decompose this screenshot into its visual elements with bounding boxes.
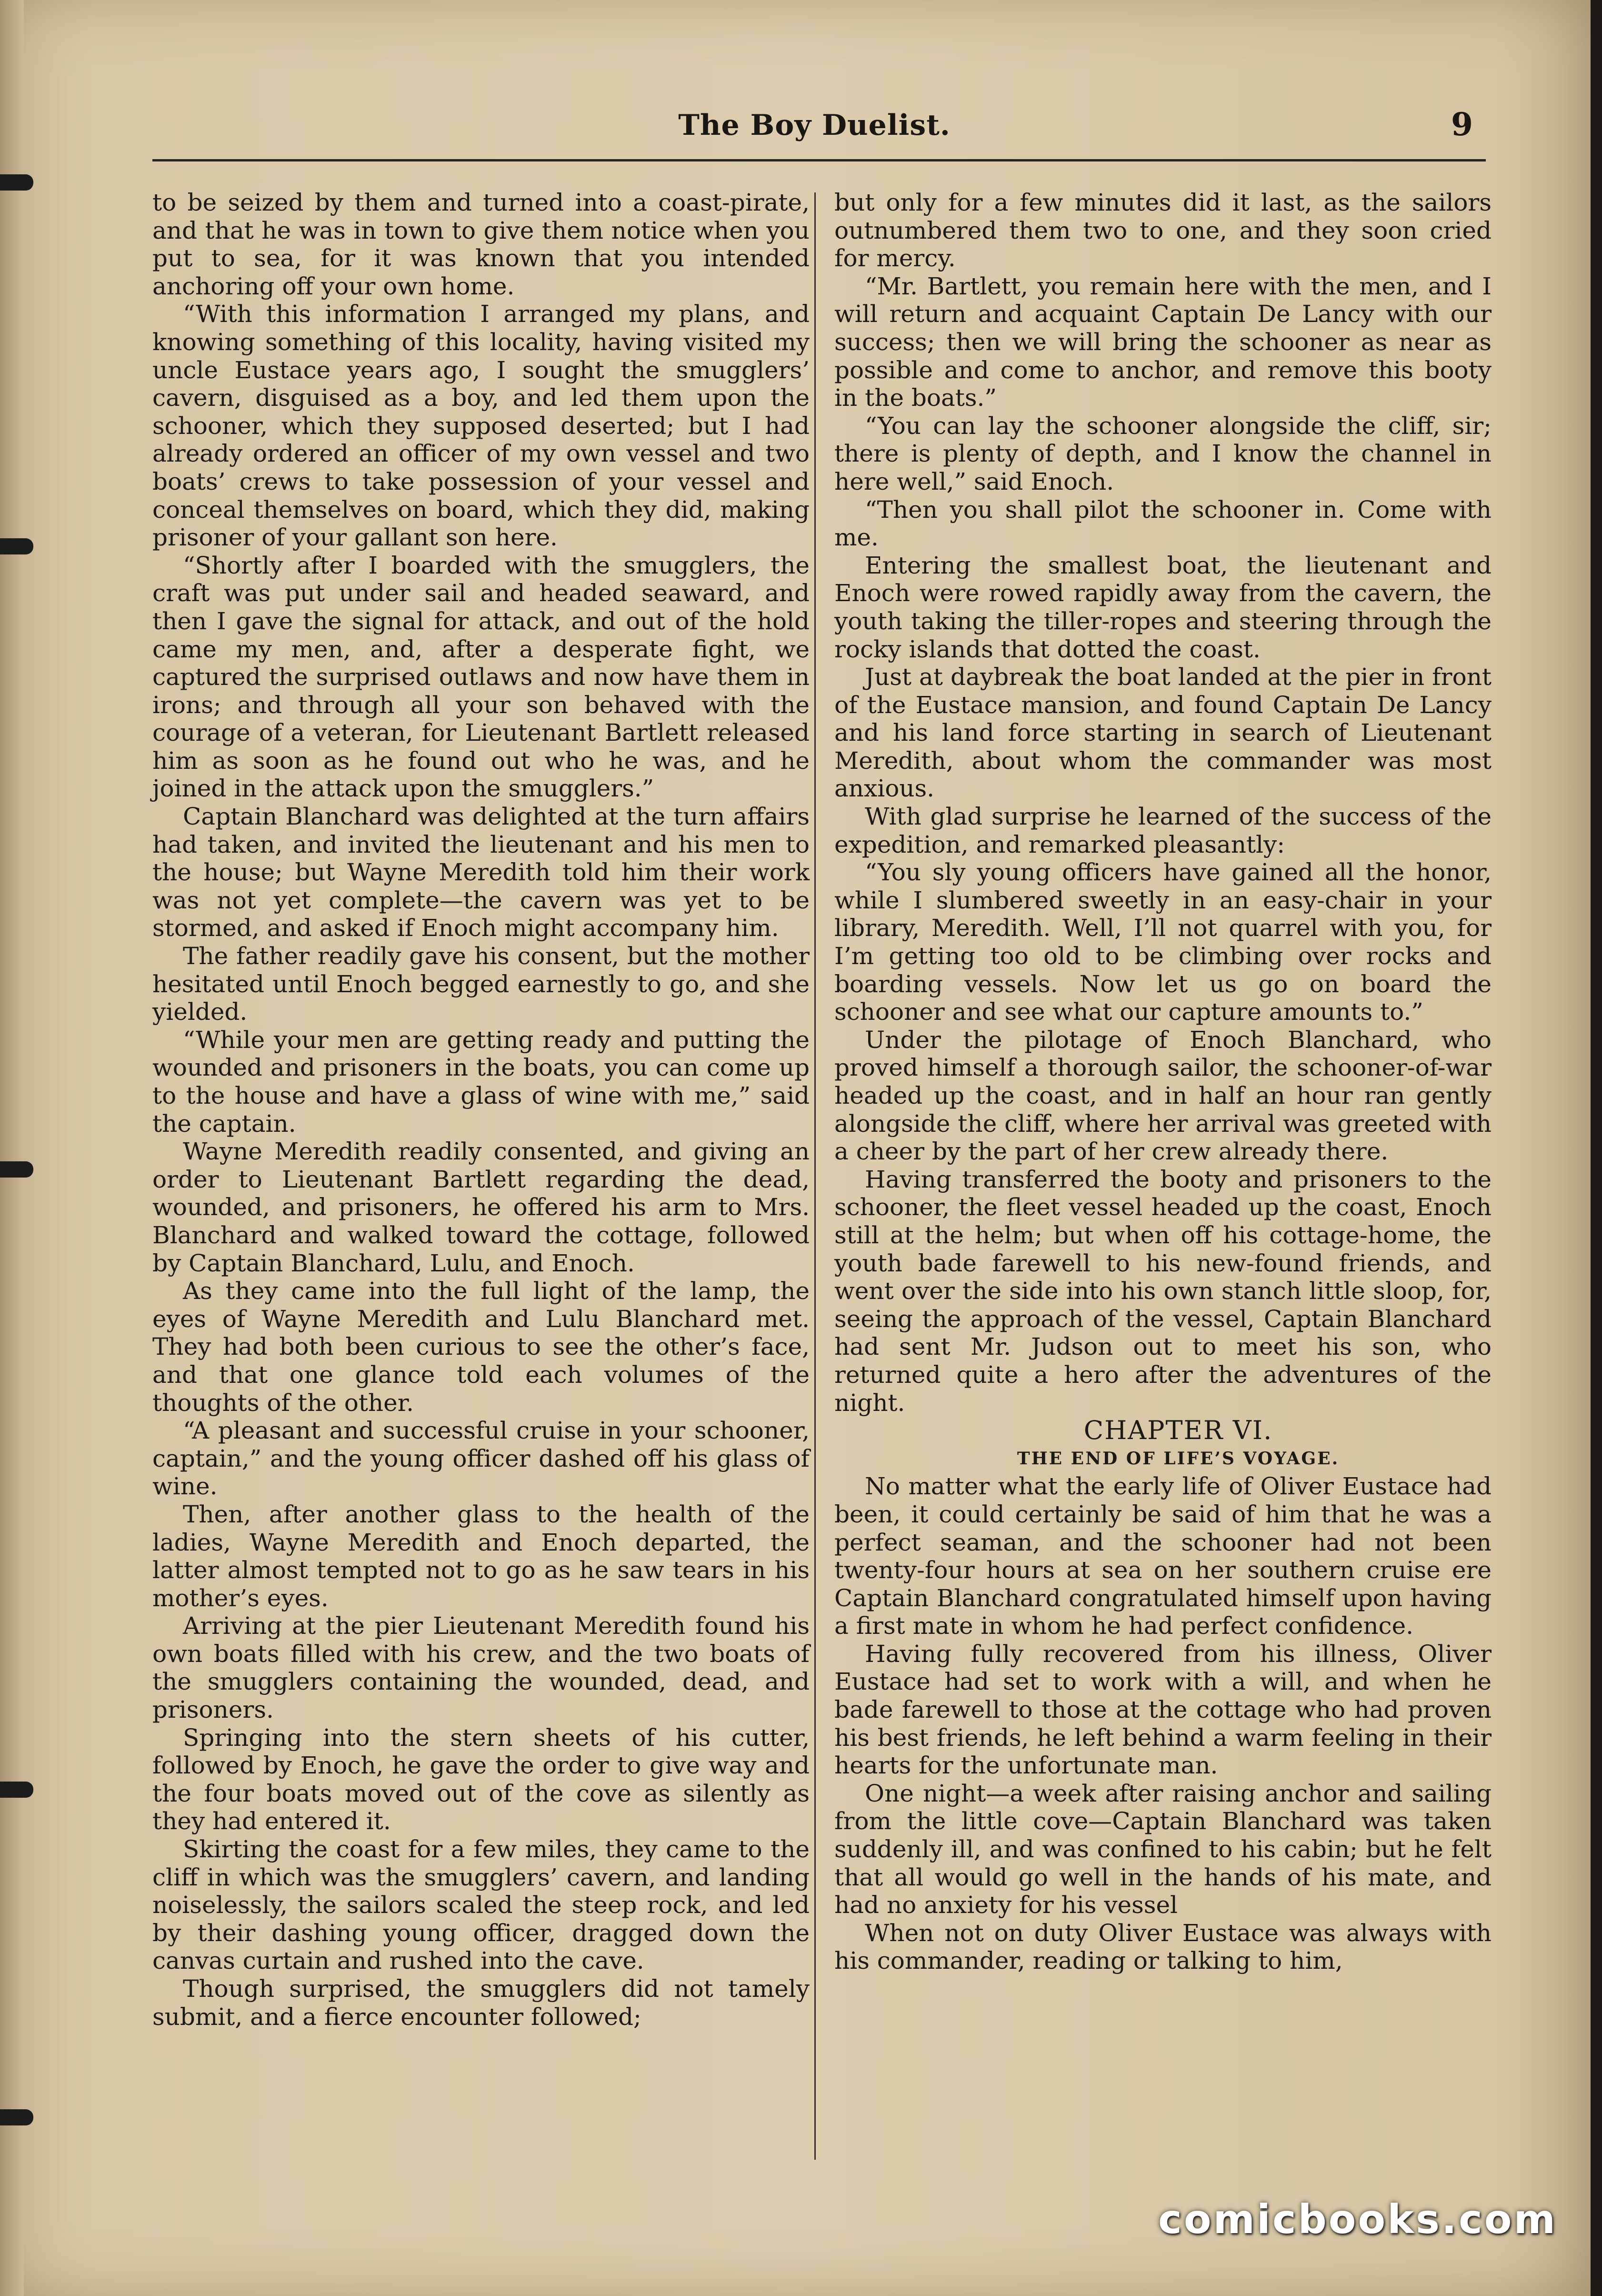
paragraph: When not on duty Oliver Eustace was always with his commander, reading or talking to him, (834, 1919, 1492, 1975)
page-number: 9 (1451, 106, 1473, 143)
paragraph: The father readily gave his consent, but the mother hesitated until Enoch begged earnestly to go, and she yielded. (152, 942, 810, 1026)
paragraph: to be seized by them and turned into a coast-pirate, and that he was in town to give them notice when you put to sea, for it was known that you intended anchoring off your own home. (152, 189, 810, 300)
binding-spine (0, 0, 24, 2296)
paragraph: Then, after another glass to the health of the ladies, Wayne Meredith and Enoch departed, the latter almost tempted not to go as he saw tears in his mother’s eyes. (152, 1500, 810, 1612)
paragraph: Captain Blanchard was delighted at the turn affairs had taken, and invited the lieutenant and his men to the house; but Wayne Meredith told him their work was not yet complete—the cavern was yet to be stormed, and asked if Enoch might accompany him. (152, 803, 810, 942)
page-edge-shadow (1591, 0, 1602, 2296)
paragraph: “Shortly after I boarded with the smugglers, the craft was put under sail and headed seaward, and then I gave the signal for attack, and out of the hold came my men, and, after a desperate fight, we captured the surprised outlaws and now have them in irons; and through all your son behaved with the courage of a veteran, for Lieutenant Bartlett released him as soon as he found out who he was, and he joined in the attack upon the smugglers.” (152, 551, 810, 803)
paragraph: No matter what the early life of Oliver Eustace had been, it could certainly be said of him that he was a perfect seaman, and the schooner had not been twenty-four hours at sea on her southern cruise ere Captain Blanchard congratulated himself upon having a first mate in whom he had perfect confidence. (834, 1472, 1492, 1640)
paragraph: “Then you shall pilot the schooner in. Come with me. (834, 495, 1492, 552)
right-text-column (834, 189, 1492, 1975)
paragraph: Springing into the stern sheets of his cutter, followed by Enoch, he gave the order to give way and the four boats moved out of the cove as silently as they had entered it. (152, 1723, 810, 1835)
paragraph: but only for a few minutes did it last, as the sailors outnumbered them two to one, and they soon cried for mercy. (834, 189, 1492, 272)
staple-mark (0, 538, 33, 554)
paragraph: “Mr. Bartlett, you remain here with the men, and I will return and acquaint Captain De Lancy with our success; then we will bring the schooner as near as possible and come to anchor, and remove this booty in the boats.” (834, 272, 1492, 412)
staple-mark (0, 1782, 33, 1798)
paragraph: “With this information I arranged my plans, and knowing something of this locality, having visited my uncle Eustace years ago, I sought the smugglers’ cavern, disguised as a boy, and led them upon the schooner, which they supposed deserted; but I had already ordered an officer of my own vessel and two boats’ crews to take possession of your vessel and conceal themselves on board, which they did, making prisoner of your gallant son here. (152, 300, 810, 552)
paragraph: “You sly young officers have gained all the honor, while I slumbered sweetly in an easy-chair in your library, Meredith. Well, I’ll not quarrel with you, for I’m getting too old to be climbing over rocks and boarding vessels. Now let us go on board the schooner and see what our capture amounts to.” (834, 858, 1492, 1026)
header-rule (152, 159, 1486, 161)
column-divider (814, 192, 816, 2160)
paragraph: Skirting the coast for a few miles, they came to the cliff in which was the smugglers’ cavern, and landing noiselessly, the sailors scaled the steep rock, and led by their dashing young officer, dragged down the canvas curtain and rushed into the cave. (152, 1835, 810, 1975)
chapter-heading: CHAPTER VI. (1083, 1415, 1273, 1446)
paragraph: Under the pilotage of Enoch Blanchard, who proved himself a thorough sailor, the schooner-of-war headed up the coast, and in half an hour ran gently alongside the cliff, where her arrival was greeted with a cheer by the part of her crew already there. (834, 1026, 1492, 1166)
paragraph: Arriving at the pier Lieutenant Meredith found his own boats filled with his crew, and the two boats of the smugglers containing the wounded, dead, and prisoners. (152, 1612, 810, 1724)
paragraph: Having fully recovered from his illness, Oliver Eustace had set to work with a will, and when he bade farewell to those at the cottage who had proven his best friends, he left behind a warm feeling in their hearts for the unfortunate man. (834, 1640, 1492, 1780)
paragraph: Entering the smallest boat, the lieutenant and Enoch were rowed rapidly away from the cavern, the youth taking the tiller-ropes and steering through the rocky islands that dotted the coast. (834, 551, 1492, 663)
staple-mark (0, 1161, 33, 1178)
staple-mark (0, 174, 33, 191)
chapter-subtitle: THE END OF LIFE’S VOYAGE. (1017, 1448, 1340, 1469)
paragraph: With glad surprise he learned of the success of the expedition, and remarked pleasantly: (834, 803, 1492, 858)
paragraph: As they came into the full light of the lamp, the eyes of Wayne Meredith and Lulu Blanchard met. They had both been curious to see the other’s face, and that one glance told each volumes of the thoughts of the other. (152, 1277, 810, 1417)
paragraph: One night—a week after raising anchor and sailing from the little cove—Captain Blanchard was taken suddenly ill, and was confined to his cabin; but he felt that all would go well in the hands of his mate, and had no anxiety for his vessel (834, 1779, 1492, 1919)
left-text-column (152, 189, 810, 2031)
paragraph: Wayne Meredith readily consented, and giving an order to Lieutenant Bartlett regarding the dead, wounded, and prisoners, he offered his arm to Mrs. Blanchard and walked toward the cottage, followed by Captain Blanchard, Lulu, and Enoch. (152, 1138, 810, 1277)
paragraph: Having transferred the booty and prisoners to the schooner, the fleet vessel headed up the coast, Enoch still at the helm; but when off his cottage-home, the youth bade farewell to his new-found friends, and went over the side into his own stanch little sloop, for, seeing the approach of the vessel, Captain Blanchard had sent Mr. Judson out to meet his son, who returned quite a hero after the adventures of the night. (834, 1165, 1492, 1417)
staple-mark (0, 2109, 33, 2125)
running-head-title: The Boy Duelist. (678, 109, 951, 142)
paragraph: Just at daybreak the boat landed at the pier in front of the Eustace mansion, and found Captain De Lancy and his land force starting in search of Lieutenant Meredith, about whom the commander was most anxious. (834, 663, 1492, 803)
paragraph: “A pleasant and successful cruise in your schooner, captain,” and the young officer dashed off his glass of wine. (152, 1417, 810, 1500)
paragraph: Though surprised, the smugglers did not tamely submit, and a fierce encounter followed; (152, 1975, 810, 2031)
paragraph: “You can lay the schooner alongside the cliff, sir; there is plenty of depth, and I know the channel in here well,” said Enoch. (834, 412, 1492, 495)
site-watermark: comicbooks.com (1158, 2196, 1557, 2243)
paragraph: “While your men are getting ready and putting the wounded and prisoners in the boats, you can come up to the house and have a glass of wine with me,” said the captain. (152, 1026, 810, 1138)
